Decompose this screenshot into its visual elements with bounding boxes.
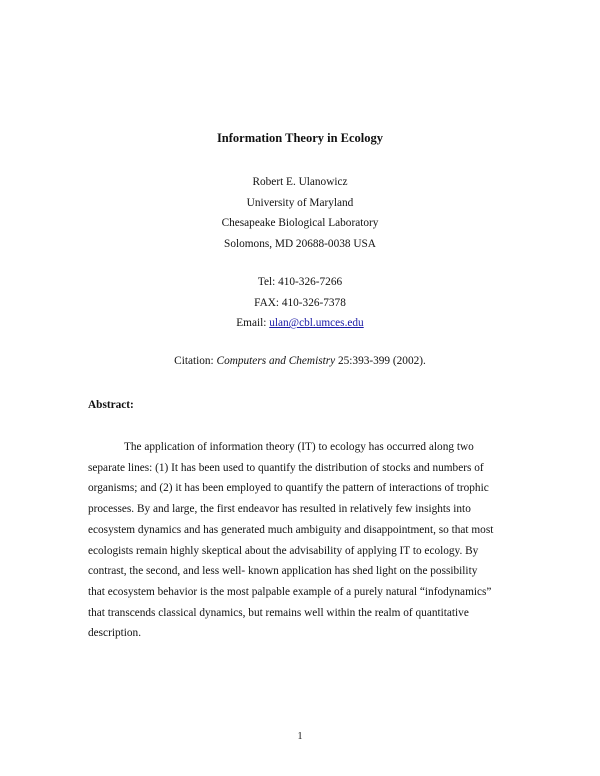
abstract-line: processes. By and large, the first endeavor has resulted in relatively few insights into bbox=[88, 503, 471, 516]
abstract-line: contrast, the second, and less well- known application has shed light on the possibility bbox=[88, 565, 478, 578]
abstract-line: The application of information theory (IT) to ecology has occurred along two bbox=[124, 441, 474, 453]
author-affiliation: University of Maryland bbox=[246, 196, 354, 209]
contact-email-row bbox=[0, 313, 600, 334]
abstract-line: organisms; and (2) it has been employed to quantify the pattern of interactions of trophic bbox=[88, 482, 489, 495]
page-number: 1 bbox=[297, 731, 303, 742]
abstract-line: separate lines: (1) It has been used to quantify the distribution of stocks and numbers of bbox=[88, 461, 484, 474]
email-link[interactable]: ulan@cbl.umces.edu bbox=[269, 317, 364, 329]
abstract-line: that transcends classical dynamics, but remains well within the realm of quantitative bbox=[88, 606, 469, 619]
abstract-heading: Abstract: bbox=[88, 399, 134, 411]
contact-tel: Tel: 410-326-7266 bbox=[257, 276, 343, 288]
abstract-body bbox=[88, 437, 512, 644]
author-block bbox=[0, 172, 600, 254]
abstract-line: ecosystem dynamics and has generated much ambiguity and disappointment, so that most bbox=[88, 523, 494, 536]
citation bbox=[0, 355, 600, 367]
contact-block bbox=[0, 272, 600, 334]
citation-journal: Computers and Chemistry bbox=[216, 355, 336, 367]
paper-title: Information Theory in Ecology bbox=[216, 131, 384, 145]
author-address: Solomons, MD 20688-0038 USA bbox=[224, 237, 376, 250]
contact-email-label: Email: bbox=[236, 317, 270, 329]
abstract-line: ecologists remain highly skeptical about the advisability of applying IT to ecology. By bbox=[88, 544, 479, 557]
abstract-line: description. bbox=[88, 627, 142, 640]
contact-fax: FAX: 410-326-7378 bbox=[254, 296, 346, 309]
abstract-line: that ecosystem behavior is the most palpable example of a purely natural “infodynamics” bbox=[88, 585, 492, 598]
author-name: Robert E. Ulanowicz bbox=[252, 176, 348, 188]
author-lab: Chesapeake Biological Laboratory bbox=[221, 217, 379, 229]
citation-prefix: Citation: bbox=[174, 355, 217, 367]
citation-details: 25:393-399 (2002). bbox=[335, 355, 426, 367]
